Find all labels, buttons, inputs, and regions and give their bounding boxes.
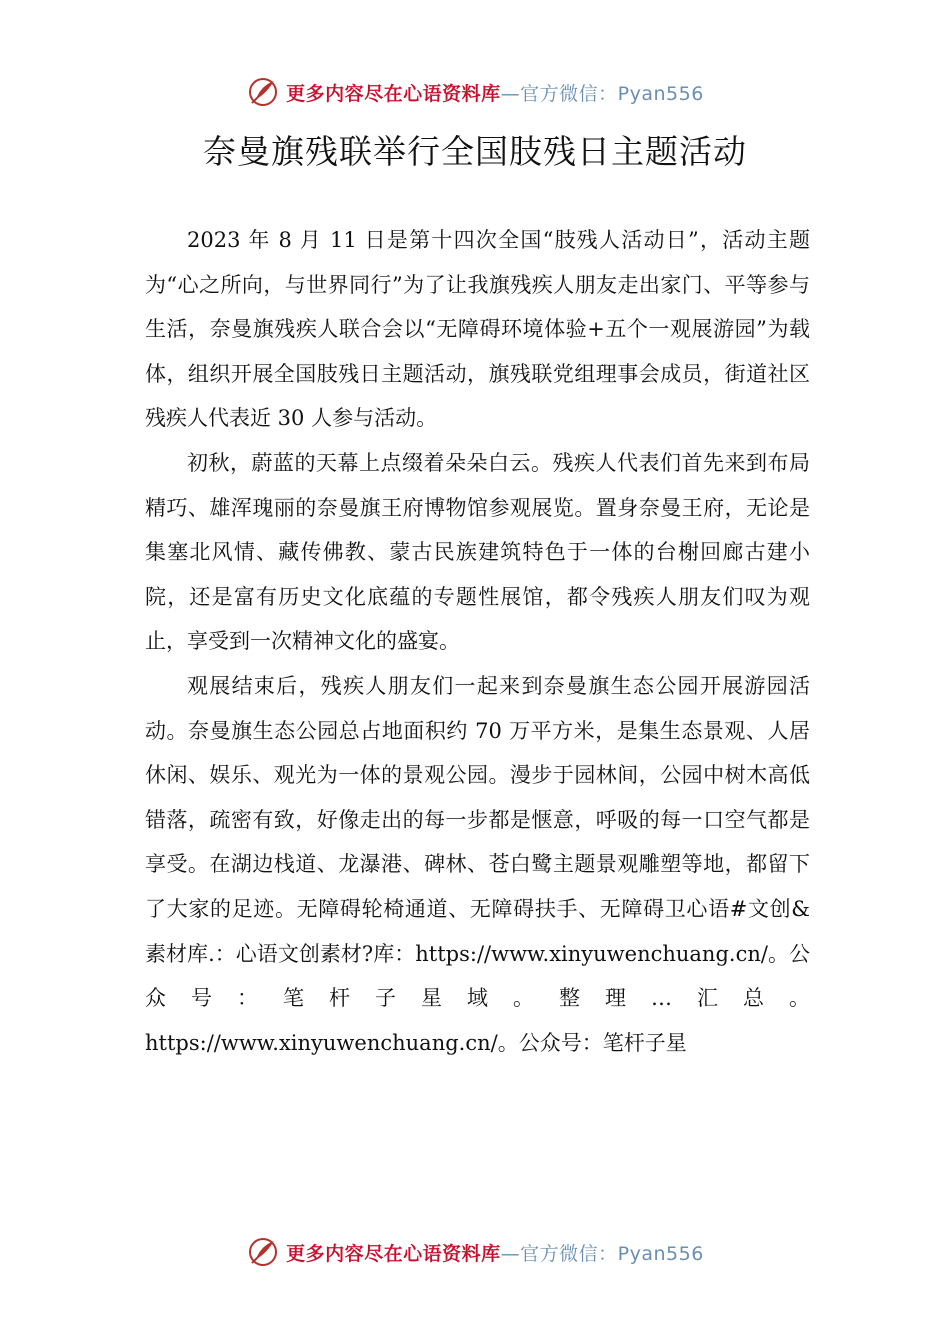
quill-logo-icon <box>246 1235 280 1269</box>
banner-tail: 官方微信：Pyan556 <box>520 1242 704 1265</box>
banner-dash: — <box>500 82 521 105</box>
banner-dash: — <box>500 1242 521 1265</box>
document-title: 奈曼旗残联举行全国肢残日主题活动 <box>203 132 747 171</box>
banner-lead: 更多内容尽在心语资料库 <box>286 82 501 105</box>
banner-text <box>286 1239 704 1266</box>
paragraph-2: 初秋，蔚蓝的天幕上点缀着朵朵白云。残疾人代表们首先来到布局精巧、雄浑瑰丽的奈曼旗王府博物馆参观展览。置身奈曼王府，无论是集塞北风情、藏传佛教、蒙古民族建筑特色于一体的台榭回廊古建小院，还是富有历史文化底蕴的专题性展馆，都令残疾人朋友们叹为观止，享受到一次精神文化的盛宴。 <box>145 450 810 654</box>
header-banner <box>0 72 950 112</box>
paragraph-3: 观展结束后，残疾人朋友们一起来到奈曼旗生态公园开展游园活动。奈曼旗生态公园总占地面积约 70 万平方米，是集生态景观、人居休闲、娱乐、观光为一体的景观公园。漫步于园林间，公园中树木高低错落，疏密有致，好像走出的每一步都是惬意，呼吸的每一口空气都是享受。在湖边栈道、龙瀑港、碑林、苍白鹭主题景观雕塑等地，都留下了大家的足迹。无障碍轮椅通道、无障碍扶手、无障碍卫心语#文创&素材库.：心语文创素材?库：https://www.xinyuwenchuang.cn/。公众号：笔杆子星域。整理…汇总。https://www.xinyuwenchuang.cn/。公众号：笔杆子星 <box>145 673 810 1055</box>
banner-tail: 官方微信：Pyan556 <box>520 82 704 105</box>
document-body <box>145 218 810 1065</box>
paragraph-1: 2023 年 8 月 11 日是第十四次全国“肢残人活动日”，活动主题为“心之所向，与世界同行”为了让我旗残疾人朋友走出家门、平等参与生活，奈曼旗残疾人联合会以“无障碍环境体验+五个一观展游园”为载体，组织开展全国肢残日主题活动，旗残联党组理事会成员，街道社区残疾人代表近 30 人参与活动。 <box>145 228 810 431</box>
banner-lead: 更多内容尽在心语资料库 <box>286 1242 501 1265</box>
banner-text <box>286 79 704 106</box>
footer-banner <box>0 1232 950 1272</box>
quill-logo-icon <box>246 75 280 109</box>
